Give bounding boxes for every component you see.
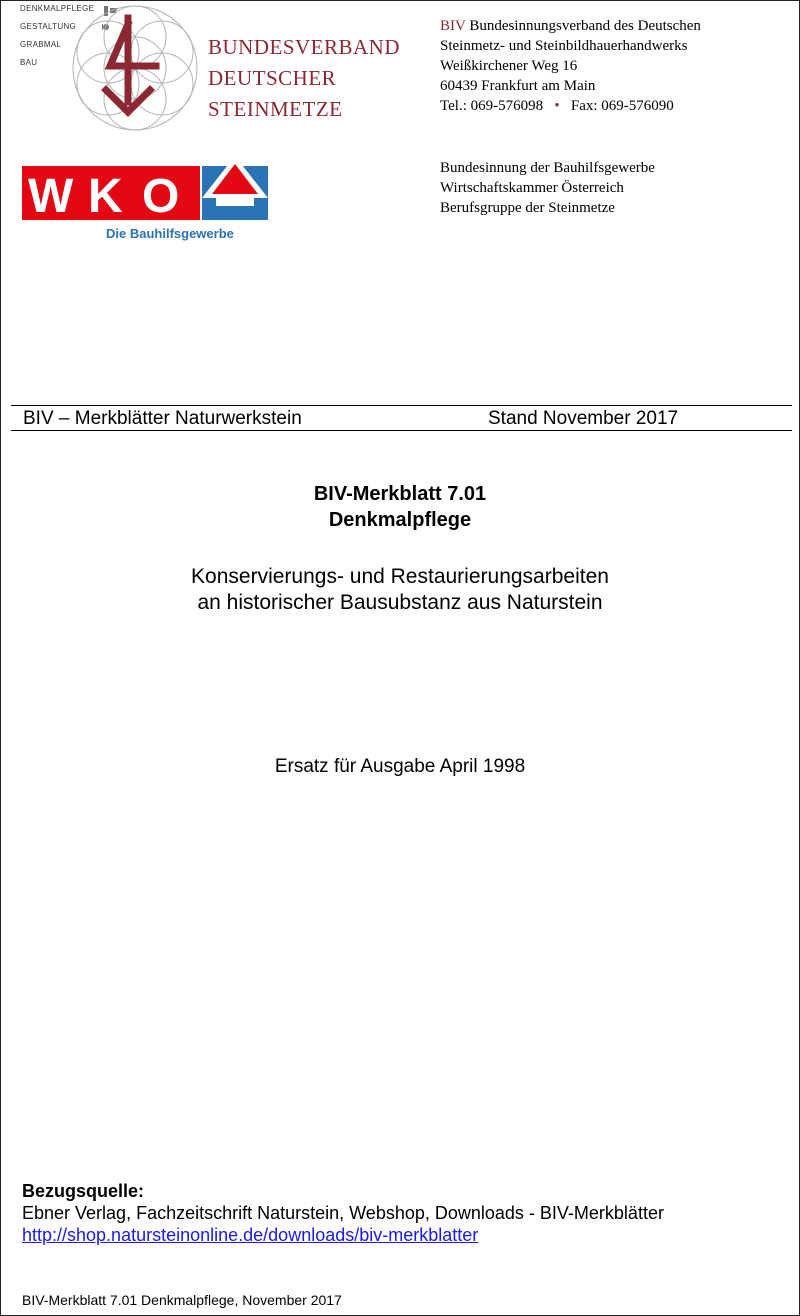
subtitle-line: an historischer Bausubstanz aus Naturstein <box>197 591 603 614</box>
replacement-note: Ersatz für Ausgabe April 1998 <box>274 756 526 777</box>
biv-side-word: GESTALTUNG <box>20 22 77 31</box>
source-text: Ebner Verlag, Fachzeitschrift Naturstein, Webshop, Downloads - BIV-Merkblätter <box>22 1203 664 1223</box>
wko-letter: K <box>88 170 123 223</box>
source-link[interactable]: http://shop.natursteinonline.de/downloads/biv-merkblatter <box>22 1225 479 1245</box>
wko-letter: O <box>142 170 180 223</box>
biv-name-line: DEUTSCHER <box>208 66 337 90</box>
title-number: BIV-Merkblatt 7.01 <box>313 483 487 505</box>
biv-side-word: GRABMAL <box>20 40 62 49</box>
biv-logo <box>20 2 410 132</box>
innung-line: Bundesinnung der Bauhilfsgewerbe <box>440 160 655 176</box>
edition-date: Stand November 2017 <box>488 408 679 429</box>
separator-bullet: • <box>554 98 560 114</box>
header-band <box>11 405 792 431</box>
biv-side-word: BAU <box>20 58 38 67</box>
wko-innung-block <box>440 158 790 218</box>
subtitle-line: Konservierungs- und Restaurierungsarbeiten <box>191 565 609 588</box>
wko-subtitle: Die Bauhilfsgewerbe <box>106 226 234 241</box>
source-heading: Bezugsquelle: <box>22 1181 145 1201</box>
page-footer: BIV-Merkblatt 7.01 Denkmalpflege, November 2017 <box>22 1292 342 1308</box>
address-line: Bundesinnungsverband des Deutschen <box>465 18 701 34</box>
document-title <box>0 481 800 533</box>
biv-name-line: STEINMETZE <box>208 97 343 121</box>
wko-logo <box>22 154 272 244</box>
document-subtitle <box>0 564 800 616</box>
address-line: Steinmetz- und Steinbildhauerhandwerks <box>440 38 688 54</box>
wko-letter: W <box>28 170 74 223</box>
fax-number: Fax: 069-576090 <box>570 98 674 114</box>
biv-emblem <box>68 4 202 132</box>
title-topic: Denkmalpflege <box>328 509 472 531</box>
innung-line: Wirtschaftskammer Österreich <box>440 180 624 196</box>
biv-side-word: DENKMALPFLEGE <box>20 4 95 13</box>
address-line: 60439 Frankfurt am Main <box>440 78 596 94</box>
address-line: Weißkirchener Weg 16 <box>440 58 578 74</box>
phone-number: Tel.: 069-576098 <box>440 98 544 114</box>
biv-name-line: BUNDESVERBAND <box>208 35 401 59</box>
innung-line: Berufsgruppe der Steinmetze <box>440 200 615 216</box>
biv-address <box>440 16 790 116</box>
source-block <box>22 1180 664 1246</box>
biv-abbr: BIV <box>440 18 466 34</box>
series-title: BIV – Merkblätter Naturwerkstein <box>23 408 302 429</box>
